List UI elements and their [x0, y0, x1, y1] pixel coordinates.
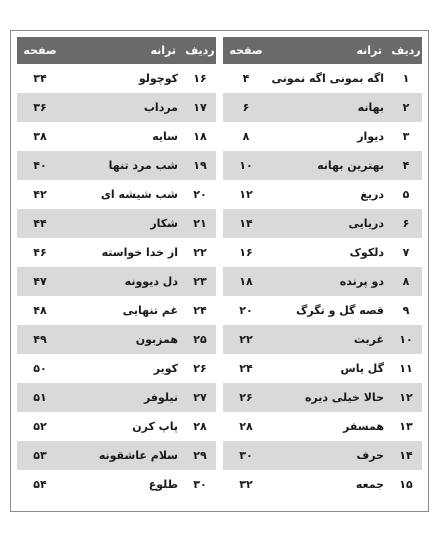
song-title: بهترین بهانه [317, 159, 384, 172]
table-row [17, 441, 216, 470]
song-title: حالا خیلی دیره [304, 391, 384, 404]
table-row [223, 64, 422, 93]
row-number: ۷ [402, 246, 410, 259]
toc-panel-right [223, 37, 422, 499]
row-number: ۹ [402, 304, 410, 317]
song-title: کوچولو [138, 72, 178, 85]
table-row [17, 209, 216, 238]
page-number: ۵۰ [33, 362, 47, 375]
row-number: ۱۴ [399, 449, 413, 462]
table-of-contents [10, 30, 429, 512]
page-number: ۲۰ [239, 304, 253, 317]
page-number: ۴۰ [33, 159, 47, 172]
page-number: ۴۶ [33, 246, 47, 259]
page-number: ۴۹ [33, 333, 47, 346]
page-number: ۱۲ [239, 188, 253, 201]
row-number: ۲۷ [193, 391, 207, 404]
song-title: دریغ [360, 188, 384, 201]
song-title: نیلوفر [143, 391, 178, 404]
table-row [223, 470, 422, 499]
row-number: ۱۶ [193, 72, 207, 85]
table-row [223, 296, 422, 325]
page-number: ۳۶ [33, 101, 47, 114]
page-number: ۵۴ [33, 478, 47, 491]
song-title: دریایی [348, 217, 384, 230]
table-row [223, 180, 422, 209]
table-row [223, 325, 422, 354]
table-row [17, 470, 216, 499]
song-title: غم تنهایی [122, 304, 178, 317]
song-title: حرف [356, 449, 384, 462]
row-number: ۲۴ [193, 304, 207, 317]
page-number: ۴۴ [33, 217, 47, 230]
row-number: ۳ [402, 130, 410, 143]
song-title: اگه بمونی اگه نمونی [271, 72, 384, 85]
row-number: ۱۸ [193, 130, 207, 143]
table-row [17, 238, 216, 267]
page-number: ۲۶ [239, 391, 253, 404]
page-number: ۴۲ [33, 188, 47, 201]
song-title: شب مرد تنها [108, 159, 178, 172]
page-number: ۲۲ [239, 333, 253, 346]
page-number: ۳۰ [239, 449, 253, 462]
table-row [223, 151, 422, 180]
row-number: ۶ [402, 217, 410, 230]
song-title: شب شیشه ای [100, 188, 178, 201]
table-row [17, 151, 216, 180]
table-row [17, 267, 216, 296]
song-title: سایه [152, 130, 178, 143]
toc-header-right [223, 37, 422, 64]
page-number: ۲۸ [239, 420, 253, 433]
row-number: ۱۵ [399, 478, 413, 491]
page-number: ۶ [242, 101, 250, 114]
row-number: ۲۰ [193, 188, 207, 201]
header-title: ترانه [356, 44, 382, 57]
toc-panel-left [17, 37, 216, 499]
song-title: همزبون [135, 333, 178, 346]
page-number: ۳۲ [239, 478, 253, 491]
table-row [17, 296, 216, 325]
song-title: شکار [150, 217, 178, 230]
header-num: ردیف [185, 44, 215, 57]
table-row [223, 209, 422, 238]
page-number: ۴۷ [33, 275, 47, 288]
row-number: ۳۰ [193, 478, 207, 491]
row-number: ۲۱ [193, 217, 207, 230]
row-number: ۲ [402, 101, 410, 114]
page-number: ۴۸ [33, 304, 47, 317]
table-row [17, 354, 216, 383]
page-number: ۳۸ [33, 130, 47, 143]
header-title: ترانه [150, 44, 176, 57]
row-number: ۲۶ [193, 362, 207, 375]
page-number: ۱۴ [239, 217, 253, 230]
table-row [223, 267, 422, 296]
page-number: ۵۲ [33, 420, 47, 433]
header-num: ردیف [391, 44, 421, 57]
song-title: دو پرنده [339, 275, 384, 288]
row-number: ۲۳ [193, 275, 207, 288]
row-number: ۴ [402, 159, 410, 172]
song-title: قصه گل و تگرگ [296, 304, 384, 317]
table-row [223, 354, 422, 383]
song-title: دلکوک [349, 246, 384, 259]
song-title: گل یاس [340, 362, 384, 375]
song-title: بهانه [357, 101, 384, 114]
table-row [223, 383, 422, 412]
row-number: ۲۹ [193, 449, 207, 462]
row-number: ۱۲ [399, 391, 413, 404]
song-title: دل دیوونه [124, 275, 178, 288]
page-number: ۱۶ [239, 246, 253, 259]
table-row [223, 93, 422, 122]
table-row [17, 180, 216, 209]
row-number: ۱ [402, 72, 410, 85]
song-title: غربت [353, 333, 384, 346]
song-title: سلام عاشقونه [98, 449, 178, 462]
table-row [17, 64, 216, 93]
song-title: کویر [153, 362, 178, 375]
row-number: ۵ [402, 188, 410, 201]
row-number: ۲۸ [193, 420, 207, 433]
song-title: همسفر [343, 420, 384, 433]
song-title: دیوار [357, 130, 384, 143]
row-number: ۲۵ [193, 333, 207, 346]
page-number: ۱۸ [239, 275, 253, 288]
table-row [17, 93, 216, 122]
row-number: ۱۹ [193, 159, 207, 172]
page-number: ۲۴ [239, 362, 253, 375]
table-row [223, 122, 422, 151]
header-page: صفحه [229, 44, 263, 57]
table-row [223, 441, 422, 470]
row-number: ۱۰ [399, 333, 413, 346]
toc-header-left [17, 37, 216, 64]
toc-rows-right [223, 64, 422, 499]
row-number: ۱۷ [193, 101, 207, 114]
page-number: ۵۳ [33, 449, 47, 462]
song-title: جمعه [355, 478, 384, 491]
table-row [223, 412, 422, 441]
song-title: پاپ کرن [132, 420, 178, 433]
row-number: ۱۱ [399, 362, 413, 375]
table-row [17, 325, 216, 354]
song-title: از خدا خواسته [101, 246, 178, 259]
header-page: صفحه [23, 44, 57, 57]
page-number: ۸ [242, 130, 250, 143]
table-row [17, 412, 216, 441]
row-number: ۲۲ [193, 246, 207, 259]
table-row [17, 122, 216, 151]
page-number: ۵۱ [33, 391, 47, 404]
row-number: ۸ [402, 275, 410, 288]
song-title: طلوع [148, 478, 178, 491]
song-title: مرداب [143, 101, 178, 114]
table-row [17, 383, 216, 412]
page-number: ۳۴ [33, 72, 47, 85]
page-number: ۱۰ [239, 159, 253, 172]
table-row [223, 238, 422, 267]
toc-rows-left [17, 64, 216, 499]
page-number: ۴ [242, 72, 250, 85]
row-number: ۱۳ [399, 420, 413, 433]
